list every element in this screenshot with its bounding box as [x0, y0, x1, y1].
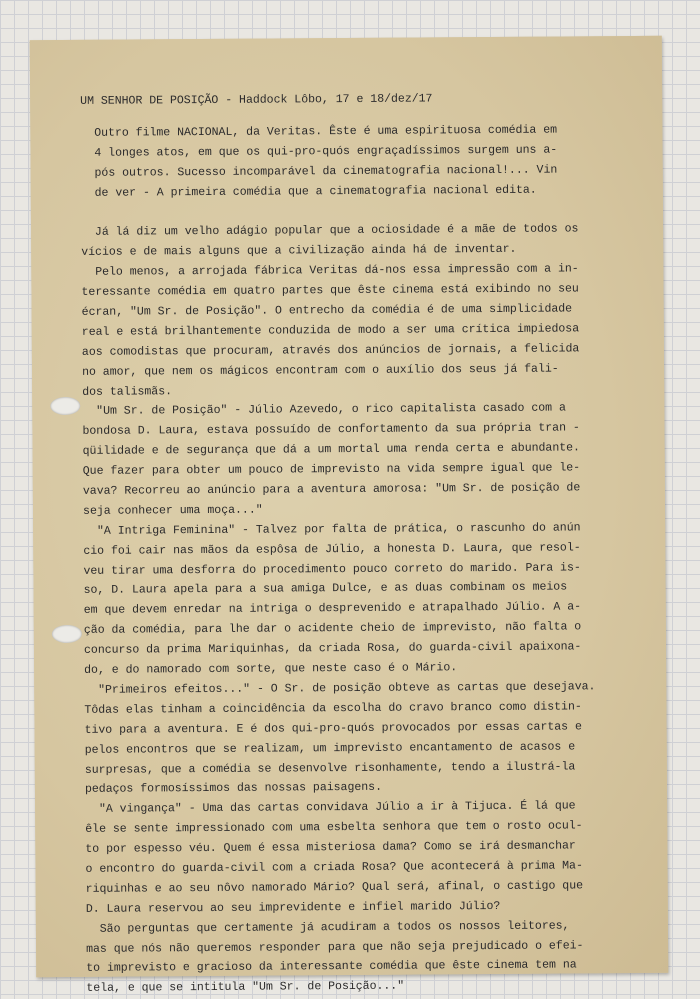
body-line: Já lá diz um velho adágio popular que a ociosidade é a mãe de todos os: [81, 222, 579, 240]
body-line: "Primeiros efeitos..." - O Sr. de posição obteve as cartas que desejava.: [84, 680, 596, 697]
document-title: UM SENHOR DE POSIÇÃO - Haddock Lôbo, 17 e 18/dez/17: [80, 92, 433, 108]
body-line: tela, e que se intitula "Um Sr. de Posição...": [86, 979, 405, 996]
body-line: concurso da prima Mariquinhas, da criada Rosa, do guarda-civil apaixona-: [83, 640, 582, 658]
punch-hole: [52, 625, 82, 643]
body-line: vava? Recorreu ao anúncio para a aventura amorosa: "Um Sr. de posição de: [82, 481, 581, 498]
body-line: bondosa D. Laura, estava possuído de confortamento da sua própria tran -: [82, 421, 580, 439]
body-line: mas que nós não queremos responder para que não seja prejudicado o efei-: [86, 938, 584, 956]
intro-line: 4 longes atos, em que os qui-pro-quós engraçadíssimos surgem uns a-: [80, 143, 558, 160]
body-line: so, D. Laura apela para a sua amiga Dulce, e as duas combinam os meios: [83, 580, 568, 598]
body-line: São perguntas que certamente já acudiram a todos os nossos leitores,: [85, 919, 570, 936]
body-line: "Um Sr. de Posição" - Júlio Azevedo, o rico capitalista casado com a: [82, 401, 566, 419]
body-line: ção da comédia, para lhe dar o acidente cheio de imprevisto, não falta o: [83, 620, 582, 638]
body-line: real e está brilhantemente conduzida de modo a ser uma crítica impiedosa: [81, 322, 580, 339]
body-line: tivo para a aventura. E é dos qui-pro-quós provocados por essas cartas e: [84, 720, 582, 737]
intro-paragraph: [80, 120, 656, 204]
body-line: seja conhecer uma moça...": [82, 503, 263, 518]
body-line: to por espesso véu. Quem é essa misteriosa dama? Como se irá desmanchar: [85, 839, 576, 856]
body-line: cio foi cair nas mãos da espôsa de Júlio, a honesta D. Laura, que resol-: [83, 541, 581, 558]
body-line: pedaços formosíssimos das nossas paisagens.: [84, 781, 383, 797]
body-line: qüilidade e de segurança que dá a um mortal uma renda certa e abundante.: [82, 441, 580, 459]
body-line: D. Laura reservou ao seu imprevidente e infiel marido Júlio?: [85, 899, 501, 916]
body-line: Que fazer para obter um pouco de imprevisto na vida sempre igual que le-: [82, 461, 581, 478]
body-line: dos talismãs.: [82, 384, 173, 399]
body-line: no amor, que nem os mágicos encontram com o auxílio dos seus já fali-: [82, 362, 559, 379]
typed-page: [30, 36, 669, 996]
body-line: riquinhas e ao seu nôvo namorado Mário? Qual será, afinal, o castigo que: [85, 879, 584, 896]
body-line: o encontro do guarda-civil com a criada Rosa? Que acontecerá à prima Ma-: [85, 859, 583, 876]
body-line: teressante comédia em quatro partes que êste cinema está exibindo no seu: [81, 282, 579, 299]
body-line: em que devem enredar na intriga o desprevenido e atrapalhado Júlio. A a-: [83, 600, 582, 618]
body-line: "A vingança" - Uma das cartas convidava Júlio a ir à Tijuca. É lá que: [85, 799, 576, 817]
typed-text: [80, 88, 661, 999]
intro-line: de ver - A primeira comédia que a cinematografia nacional edita.: [80, 183, 537, 200]
body-line: Pelo menos, a arrojada fábrica Veritas dá-nos essa impressão com a in-: [81, 262, 579, 280]
body-line: Tôdas elas tinham a coincidência da escolha do cravo branco como distin-: [84, 700, 582, 717]
body-line: aos comodistas que procuram, através dos anúncios de jornais, a felicida: [81, 342, 580, 359]
body-line: "A Intriga Feminina" - Talvez por falta de prática, o rascunho do anún: [83, 521, 581, 538]
body-line: pelos encontros que se realizam, um imprevisto encantamento de acasos e: [84, 740, 576, 757]
body-line: surpresas, que a comédia se desenvolve risonhamente, tendo a ilustrá-la: [84, 759, 576, 777]
intro-line: pós outros. Sucesso incomparável da cinematografia nacional!... Vin: [80, 163, 558, 180]
punch-hole: [50, 397, 80, 415]
intro-line: Outro filme NACIONAL, da Veritas. Êste é uma espirituosa comédia em: [80, 123, 558, 140]
body-line: êle se sente impressionado com uma esbelta senhora que tem o rosto ocul-: [85, 819, 583, 837]
body-line: écran, "Um Sr. de Posição". O entrecho da comédia é de uma simplicidade: [81, 302, 573, 319]
body-line: vícios e de mais alguns que a civilização ainda há de inventar.: [81, 243, 517, 260]
body-line: do, e do namorado com sorte, que neste caso é o Mário.: [84, 661, 458, 677]
body-line: veu tirar uma desforra do procedimento pouco correto do marido. Para is-: [83, 560, 581, 578]
body-text: [81, 219, 661, 999]
body-line: to imprevisto e gracioso da interessante comédia que êste cinema tem na: [86, 958, 577, 976]
